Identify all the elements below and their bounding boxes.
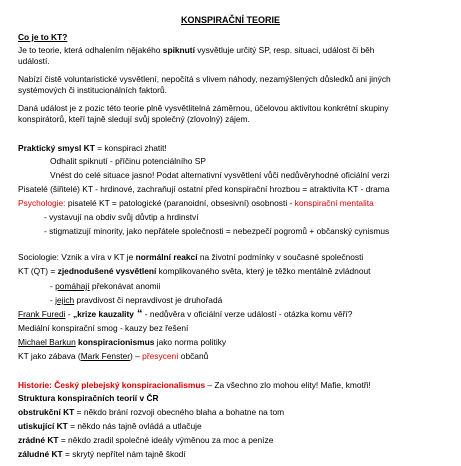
sociologie-bold: normální reakcí: [135, 252, 198, 262]
item-bold: záludné KT: [18, 449, 63, 459]
struktura-heading: Struktura konspiračních teorií v ČR: [18, 393, 159, 403]
item-bold: obstrukční KT: [18, 407, 75, 417]
sociologie-bullet-2: [50, 295, 222, 305]
intro-text: Je to teorie, která odhalením nějakého: [18, 45, 163, 55]
sociologie-bullet-1: [50, 281, 160, 291]
underlined-word: jejich: [55, 295, 75, 305]
intro-line-6: konspirátorů, kteří tajně sledují svůj společný (zlovolný) zájem.: [18, 114, 250, 124]
furedi-line: [18, 309, 352, 319]
intro-line-4: systémových či institucionálních faktorů.: [18, 85, 167, 95]
fenster-name: Mark Fenster: [80, 351, 131, 361]
furedi-quote: “: [133, 308, 143, 320]
barkun-rest: jako norma politiky: [154, 337, 227, 347]
smog-line: Mediální konspirační smog - kauzy bez řešení: [18, 323, 189, 333]
document-title: KONSPIRAČNÍ TEORIE: [180, 15, 280, 25]
intro-line-1: [18, 45, 374, 55]
barkun-bold: konspiracionismus: [75, 337, 155, 347]
item-bold: utiskující KT: [18, 421, 68, 431]
struktura-item: [18, 449, 186, 459]
historie-text: – Za všechno zlo mohou elity! Mafie, kmotři!: [205, 380, 371, 390]
prakticky-text: = konspiraci zhatit!: [94, 143, 167, 153]
intro-line-5: Daná událost je z pozic této teorie plně vysvětlitelná záměrnou, účelovou aktivitou konkrétní skupiny: [18, 103, 389, 113]
intro-line-3: Nabízí čistě voluntaristické vysvětlení, nepočítá s vlivem náhody, nezamýšlených důsledků ani jiných: [18, 74, 391, 84]
furedi-name: Frank Furedi: [18, 309, 66, 319]
item-text: = někdo brání rozvoji obecného blaha a bohatne na tom: [74, 407, 285, 417]
psychologie-bullet-1: - vystavují na obdiv svůj důvtip a hrdinství: [44, 212, 199, 222]
zabava-text: ) –: [130, 351, 143, 361]
bullet-text: pravdivost či nepravdivost je druhořadá: [74, 295, 223, 305]
struktura-item: [18, 407, 284, 417]
pisatele-line: Pisatelé (šiřitelé) KT - hrdinové, zachraňují ostatní před konspirační hrozbou = atraktivita KT - drama: [18, 184, 390, 194]
item-text: = někdo zradil společné ideály výměnou za moc a peníze: [58, 435, 274, 445]
historie-label: Historie: Český plebejský konspiracionalismus: [18, 380, 206, 390]
prakticky-line: [18, 143, 167, 153]
sociologie-text: na životní podmínky v současné společnosti: [197, 252, 364, 262]
furedi-rest: - nedůvěra v oficiální verze událostí - otázka komu věří?: [142, 309, 353, 319]
item-text: = někdo nás tajně ovládá a utlačuje: [67, 421, 202, 431]
struktura-item: [18, 421, 202, 431]
bullet-text: překonávat anomii: [89, 281, 161, 291]
intro-text: vysvětluje určitý SP, resp. situaci, událost či běh: [194, 45, 375, 55]
bullet-dash: -: [50, 295, 56, 305]
barkun-line: [18, 337, 226, 347]
historie-line: [18, 380, 371, 390]
zabava-line: [18, 351, 208, 361]
underlined-word: pomáhají: [55, 281, 90, 291]
furedi-sep: -: [65, 309, 73, 319]
sociologie-line: [18, 252, 363, 262]
zabava-text: KT jako zábava (: [18, 351, 81, 361]
psychologie-red: konspirační mentalita: [294, 198, 374, 208]
prakticky-label: Praktický smysl KT: [18, 143, 95, 153]
psychologie-line: [18, 198, 374, 208]
co-heading: Co je to KT?: [18, 32, 68, 42]
kt-text: komplikovaného světa, který je těžko mentálně zvládnout: [156, 266, 371, 276]
intro-line-2: událostí.: [18, 56, 50, 66]
struktura-item: [18, 435, 273, 445]
kt-line: [18, 266, 370, 276]
odhalit-line: Odhalit spiknutí - příčinu potenciálního SP: [50, 156, 206, 166]
zabava-text: občanů: [178, 351, 209, 361]
psychologie-bullet-2: - stigmatizují minority, jako nepřátele společnosti = nebezpečí pogromů + občanský cynismus: [44, 226, 390, 236]
bullet-dash: -: [50, 281, 56, 291]
intro-bold: spiknutí: [162, 45, 195, 55]
zabava-red: přesycení: [142, 351, 179, 361]
kt-text: KT (QT) =: [18, 266, 58, 276]
furedi-kriza: „krize kauzality: [72, 309, 134, 319]
psychologie-label: Psychologie:: [18, 198, 66, 208]
item-bold: zrádné KT: [18, 435, 59, 445]
vnest-line: Vnést do celé situace jasno! Podat alternativní vysvětlení vůči nedůvěryhodné oficiální verzi: [50, 170, 390, 180]
kt-bold: zjednodušené vysvětlení: [57, 266, 157, 276]
psychologie-text: pisatelé KT = patologické (paranoidní, obsesivní) osobnosti -: [65, 198, 295, 208]
item-text: = skrytý nepřítel nám tajně škodí: [62, 449, 186, 459]
barkun-name: Michael Barkun: [18, 337, 76, 347]
sociologie-text: Sociologie: Vznik a víra v KT je: [18, 252, 136, 262]
